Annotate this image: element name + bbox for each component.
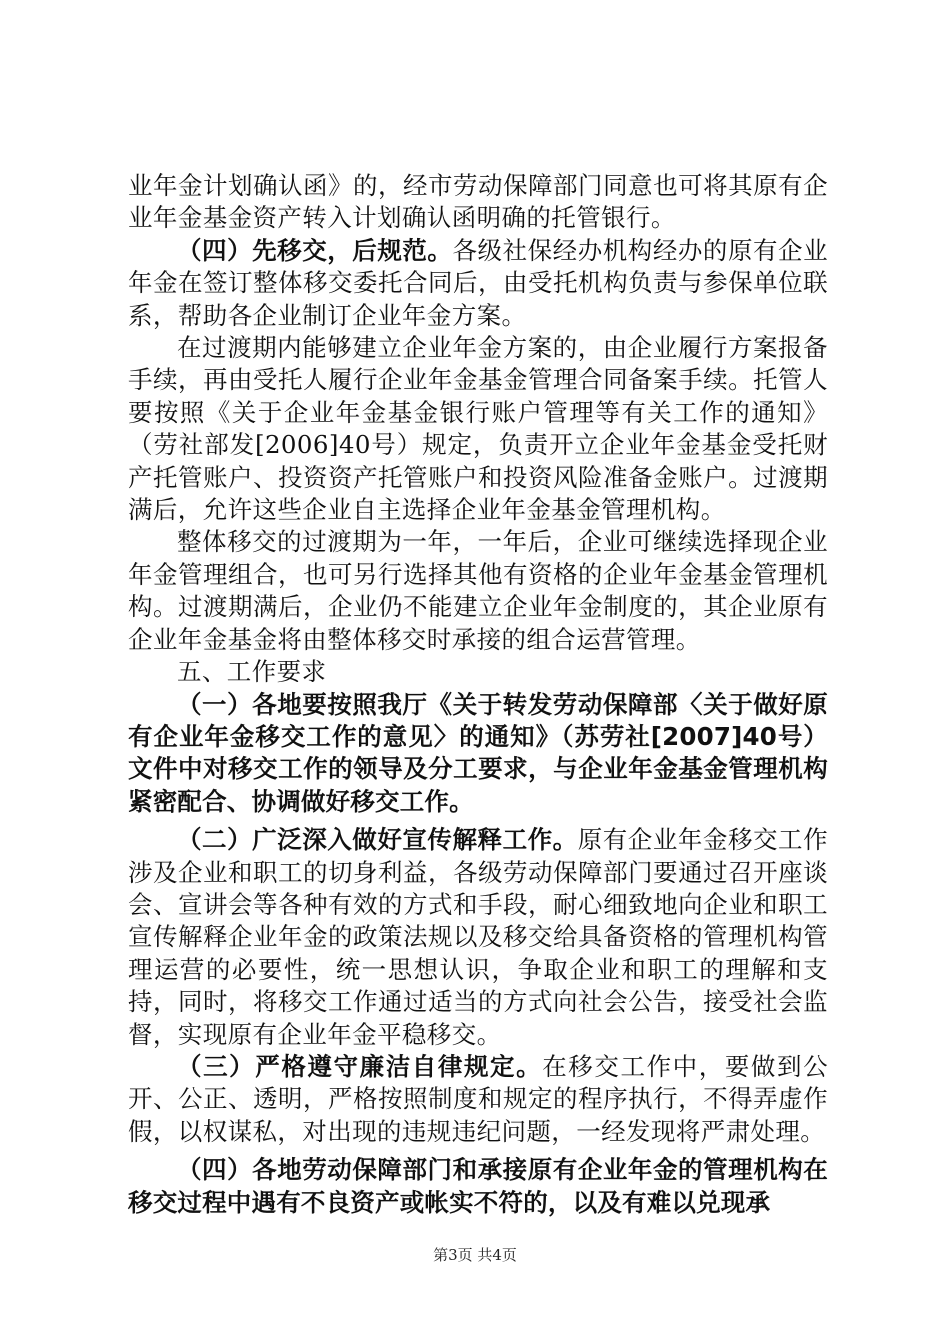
paragraph-transition-period: 在过渡期内能够建立企业年金方案的，由企业履行方案报备手续，再由受托人履行企业年金基金管理合同备案手续。托管人要按照《关于企业年金基金银行账户管理等有关工作的通知》（劳社部发[2006]40号）规定，负责开立企业年金基金受托财产托管账户、投资资产托管账户和投资风险准备金账户。过渡期满后，允许这些企业自主选择企业年金基金管理机构。 [128,333,828,525]
paragraph-requirement-4: （四）各地劳动保障部门和承接原有企业年金的管理机构在移交过程中遇有不良资产或帐实不符的，以及有难以兑现承 [128,1155,828,1217]
paragraph-lead: （三）严格遵守廉洁自律规定。 [177,1051,543,1081]
paragraph-continuation: 业年金计划确认函》的，经市劳动保障部门同意也可将其原有企业年金基金资产转入计划确认函明确的托管银行。 [128,171,828,233]
document-body [128,170,828,1219]
paragraph-body: 原有企业年金移交工作涉及企业和职工的切身利益，各级劳动保障部门要通过召开座谈会、宣讲会等各种有效的方式和手段，耐心细致地向企业和职工宣传解释企业年金的政策法规以及移交给具备资格的管理机构管理运营的必要性，统一思想认识，争取企业和职工的理解和支持，同时，将移交工作通过适当的方式向社会公告，接受社会监督，实现原有企业年金平稳移交。 [128,825,828,1049]
paragraph-overall-transfer: 整体移交的过渡期为一年，一年后，企业可继续选择现企业年金管理组合，也可另行选择其他有资格的企业年金基金管理机构。过渡期满后，企业仍不能建立企业年金制度的，其企业原有企业年金基金将由整体移交时承接的组合运营管理。 [128,527,828,654]
paragraph-body: 在移交工作中，要做到公开、公正、透明，严格按照制度和规定的程序执行，不得弄虚作假，以权谋私，对出现的违规违纪问题，一经发现将严肃处理。 [128,1051,828,1146]
paragraph-body: 各级社保经办机构经办的原有企业年金在签订整体移交委托合同后，由受托机构负责与参保单位联系，帮助各企业制订企业年金方案。 [128,235,828,330]
paragraph-requirement-2 [128,824,828,1051]
paragraph-transfer-first [128,235,828,332]
section-heading: 五、工作要求 [177,657,327,687]
paragraph-lead: （四）先移交，后规范。 [177,235,453,265]
paragraph-requirement-3 [128,1051,828,1148]
paragraph-requirement-1: （一）各地要按照我厅《关于转发劳动保障部〈关于做好原有企业年金移交工作的意见〉的通知》（苏劳社[2007]40号）文件中对移交工作的领导及分工要求，与企业年金基金管理机构紧密配合、协调做好移交工作。 [128,689,828,816]
paragraph-lead: （二）广泛深入做好宣传解释工作。 [177,825,578,855]
page-number-footer: 第3页 共4页 [433,1246,517,1264]
